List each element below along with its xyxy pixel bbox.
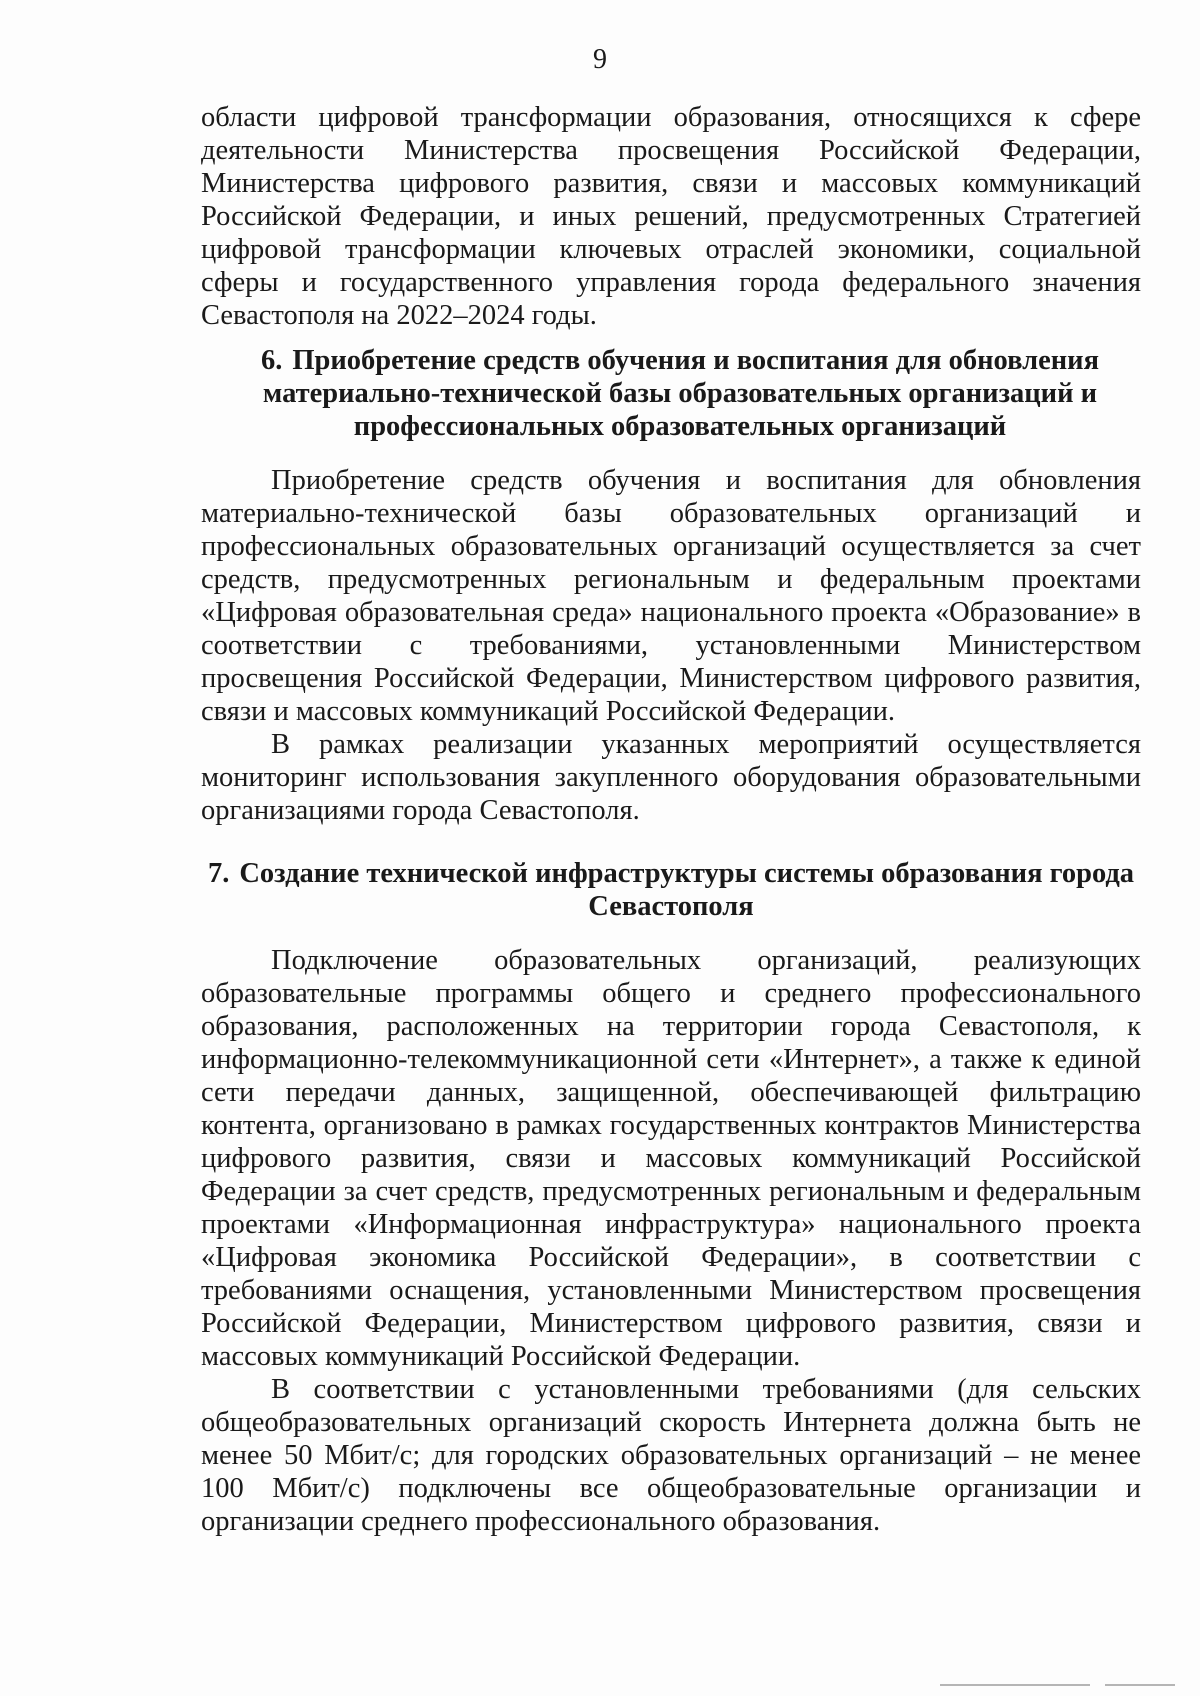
- section-6-paragraph-1: Приобретение средств обучения и воспитания для обновления материально-технической базы образовательных организаций и профессиональных образовательных организаций осуществляется за счет средств, предусмотренных региональным и федеральным проектами «Цифровая образовательная среда» национального проекта «Образование» в соответствии с требованиями, установленными Министерством просвещения Российской Федерации, Министерством цифрового развития, связи и массовых коммуникаций Российской Федерации.: [201, 465, 1141, 727]
- intro-paragraph: области цифровой трансформации образования, относящихся к сфере деятельности Министерства просвещения Российской Федерации, Министерства цифрового развития, связи и массовых коммуникаций Российской Федерации, и иных решений, предусмотренных Стратегией цифровой трансформации ключевых отраслей экономики, социальной сферы и государственного управления города федерального значения Севастополя на 2022–2024 годы.: [201, 102, 1141, 331]
- page-number: 9: [593, 44, 607, 75]
- section-6-title: Приобретение средств обучения и воспитания для обновления материально-технической базы образовательных организаций и профессиональных образовательных организаций: [262, 345, 1099, 442]
- section-7-heading: [201, 857, 1141, 923]
- section-6-heading: [240, 344, 1120, 443]
- scan-edge-mark-right: [1105, 1684, 1175, 1686]
- section-7-paragraph-1: Подключение образовательных организаций, реализующих образовательные программы общего и среднего профессионального образования, расположенных на территории города Севастополя, к информационно-телекоммуникационной сети «Интернет», а также к единой сети передачи данных, защищенной, обеспечивающей фильтрацию контента, организовано в рамках государственных контрактов Министерства цифрового развития, связи и массовых коммуникаций Российской Федерации за счет средств, предусмотренных региональным и федеральным проектами «Информационная инфраструктура» национального проекта «Цифровая экономика Российской Федерации», в соответствии с требованиями оснащения, установленными Министерством просвещения Российской Федерации, Министерством цифрового развития, связи и массовых коммуникаций Российской Федерации.: [201, 945, 1141, 1372]
- section-7-paragraph-2: В соответствии с установленными требованиями (для сельских общеобразовательных организаций скорость Интернета должна быть не менее 50 Мбит/с; для городских образовательных организаций – не менее 100 Мбит/с) подключены все общеобразовательные организации и организации среднего профессионального образования.: [201, 1374, 1141, 1537]
- section-6-paragraph-2: В рамках реализации указанных мероприятий осуществляется мониторинг использования закупленного оборудования образовательными организациями города Севастополя.: [201, 729, 1141, 826]
- section-7-body: [201, 944, 1141, 1538]
- section-7-title: Создание технической инфраструктуры системы образования города Севастополя: [239, 858, 1135, 922]
- scan-edge-mark: [940, 1684, 1090, 1686]
- section-6-number: 6.: [260, 345, 283, 376]
- intro-paragraph-block: [201, 101, 1141, 332]
- section-6-body: [201, 464, 1141, 827]
- section-7-number: 7.: [207, 858, 230, 889]
